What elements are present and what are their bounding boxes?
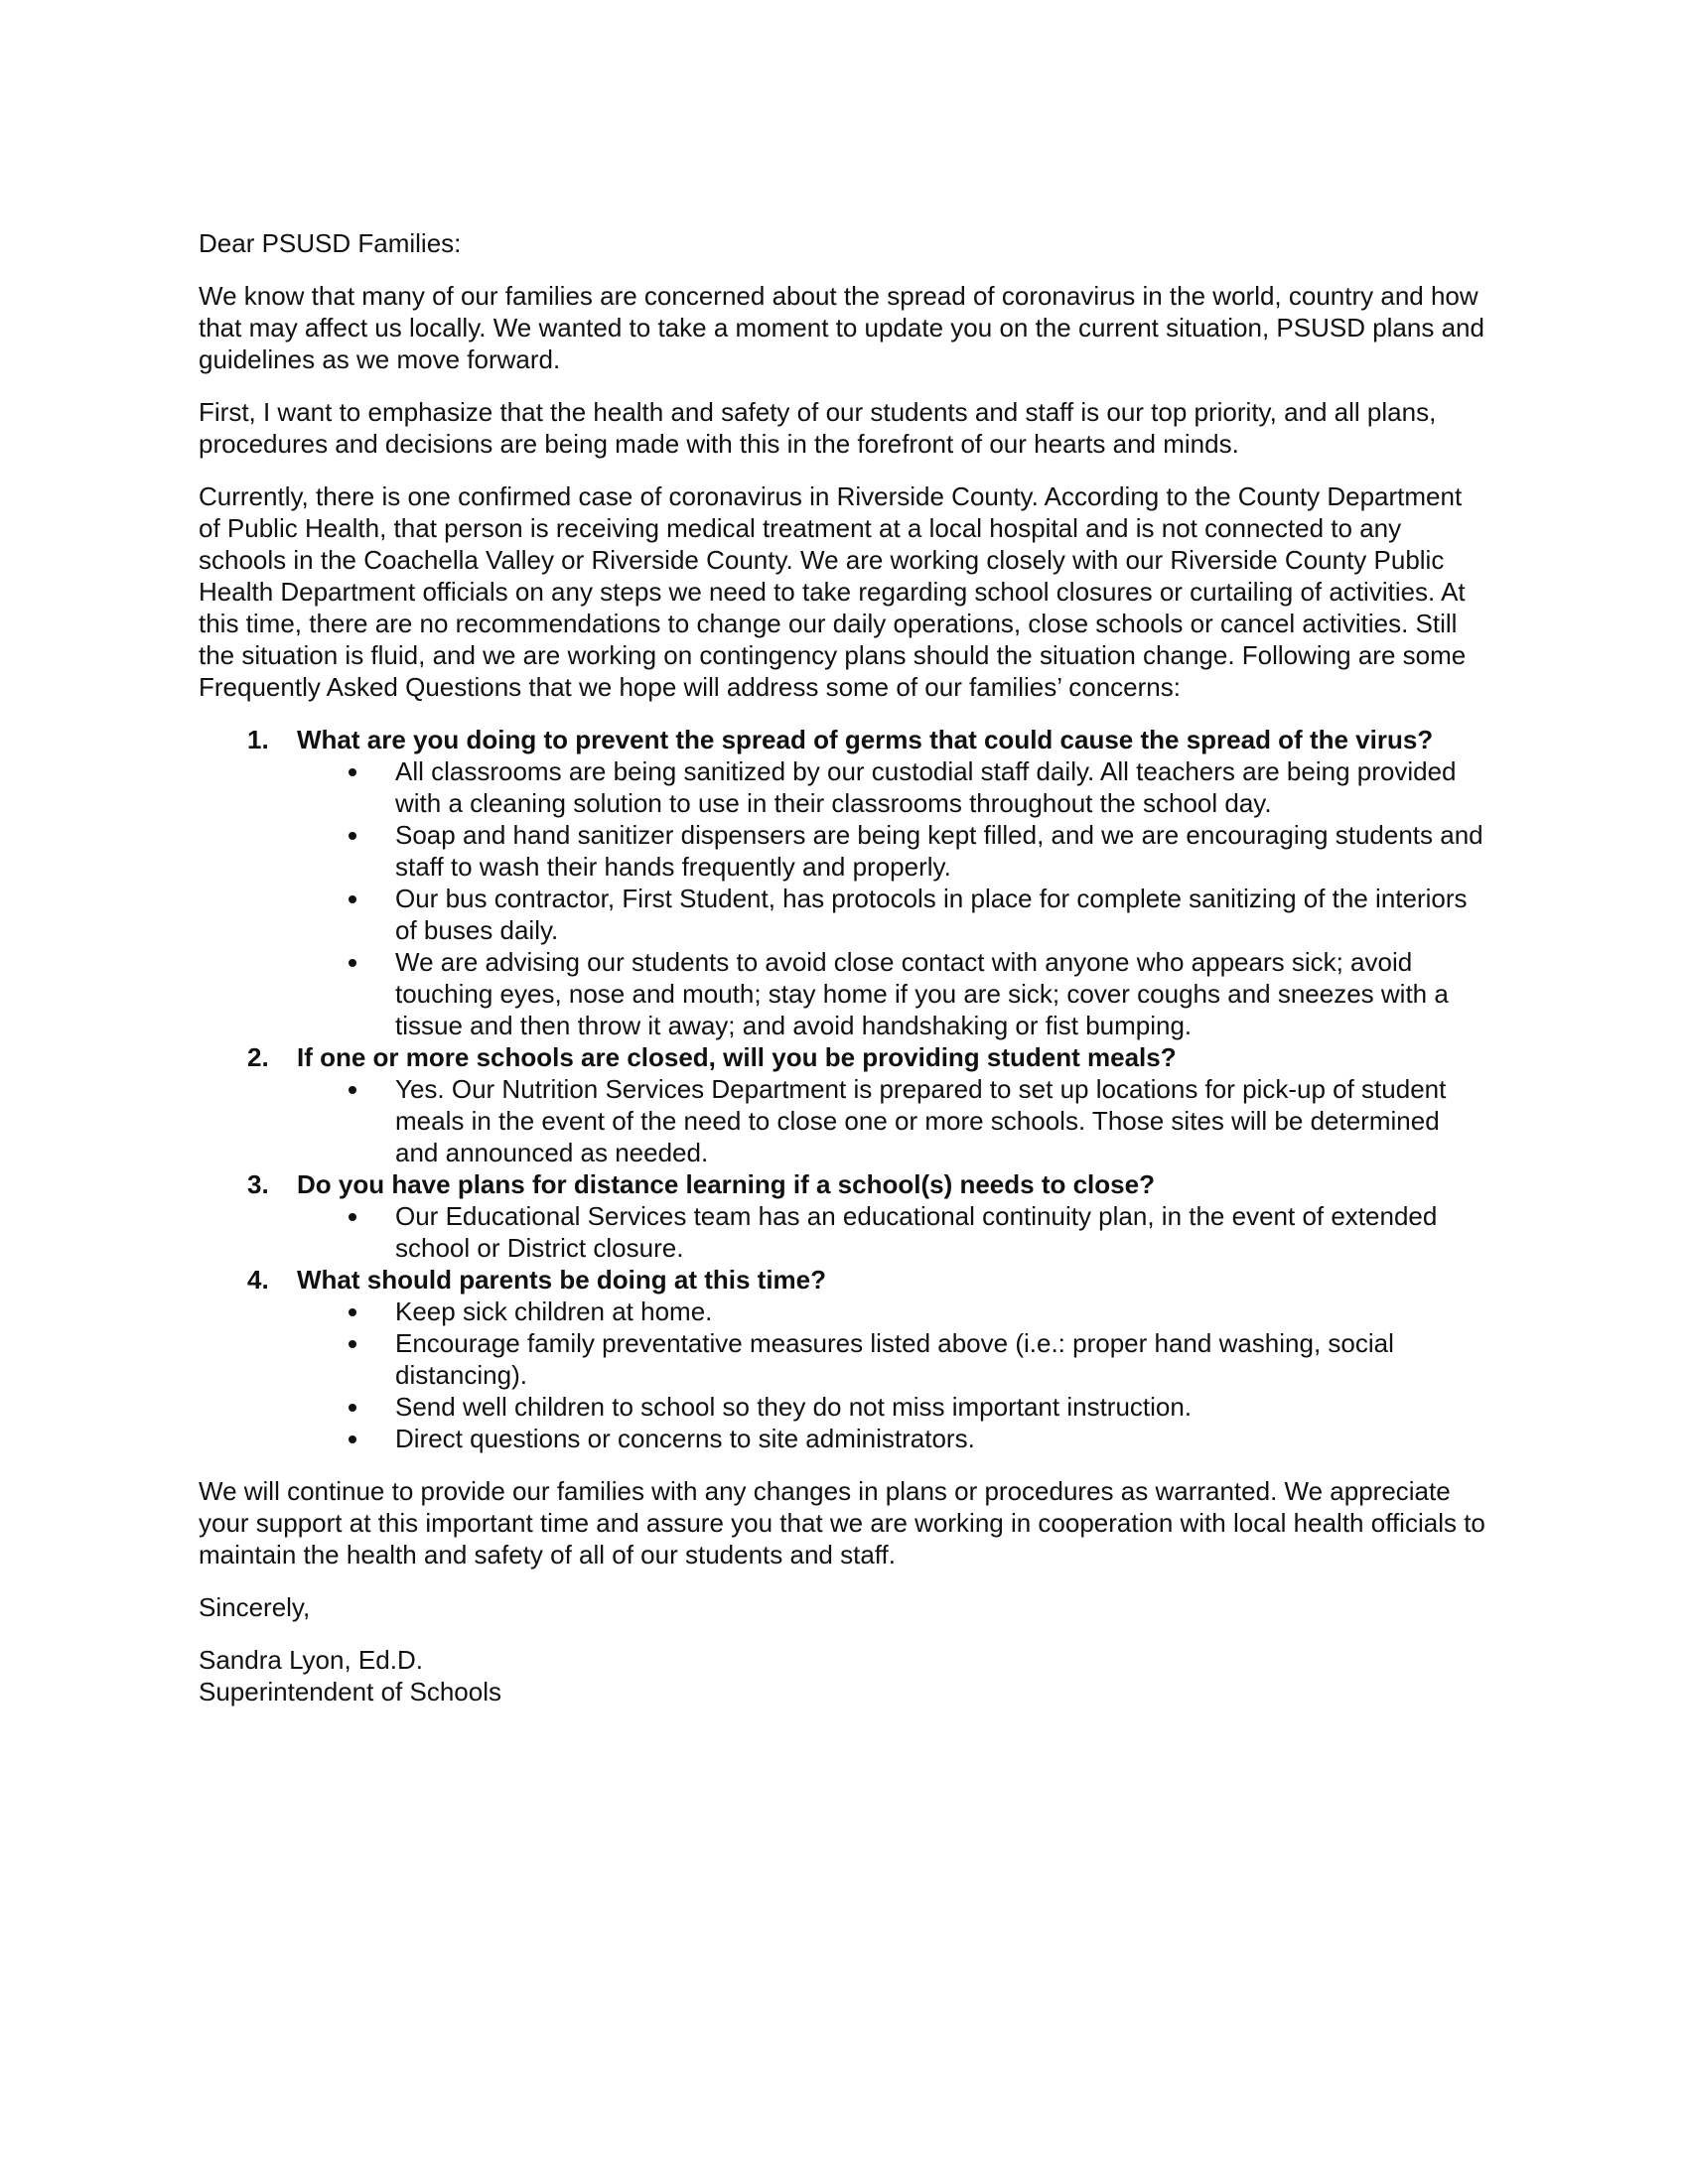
answer-text: Our bus contractor, First Student, has protocols in place for complete sanitizing of the interiors of buses daily.	[395, 884, 1468, 945]
question-number: 3.	[247, 1169, 269, 1199]
answer-item	[297, 1423, 1489, 1454]
intro-paragraph: We know that many of our families are concerned about the spread of coronavirus in the world, country and how that may affect us locally. We wanted to take a moment to update you on the current situation, PSUSD plans and guidelines as we move forward.	[199, 281, 1484, 374]
signature-title: Superintendent of Schools	[199, 1677, 501, 1706]
answer-item	[297, 1296, 1489, 1327]
bullet-icon	[349, 1340, 356, 1348]
answer-text: Direct questions or concerns to site administrators.	[395, 1424, 975, 1453]
bullet-icon	[349, 1404, 356, 1412]
bullet-icon	[349, 959, 356, 967]
question-number: 4.	[247, 1265, 269, 1295]
faq-item	[199, 1041, 1489, 1168]
answer-item	[297, 946, 1489, 1041]
answer-item	[297, 1327, 1489, 1391]
sign-off: Sincerely,	[199, 1592, 311, 1622]
question-number: 1.	[247, 725, 269, 754]
bullet-icon	[349, 832, 356, 840]
bullet-icon	[349, 768, 356, 776]
question-text: Do you have plans for distance learning if a school(s) needs to close?	[297, 1169, 1155, 1199]
answer-list	[297, 755, 1489, 1041]
bullet-icon	[349, 1435, 356, 1443]
faq-item	[199, 1168, 1489, 1264]
answer-list	[297, 1296, 1489, 1454]
answer-list	[297, 1073, 1489, 1168]
answer-text: Our Educational Services team has an educational continuity plan, in the event of extended school or District closure.	[395, 1201, 1438, 1263]
faq-item	[199, 724, 1489, 1041]
answer-text: Soap and hand sanitizer dispensers are being kept filled, and we are encouraging students and staff to wash their hands frequently and properly.	[395, 820, 1483, 882]
answer-text: All classrooms are being sanitized by our custodial staff daily. All teachers are being provided with a cleaning solution to use in their classrooms throughout the school day.	[395, 756, 1457, 818]
answer-item	[297, 755, 1489, 819]
question-text: What should parents be doing at this time?	[297, 1265, 827, 1295]
priority-paragraph: First, I want to emphasize that the health and safety of our students and staff is our top priority, and all plans, procedures and decisions are being made with this in the forefront of our hearts and minds.	[199, 397, 1437, 459]
answer-text: Encourage family preventative measures listed above (i.e.: proper hand washing, social distancing).	[395, 1328, 1394, 1390]
answer-text: We are advising our students to avoid close contact with anyone who appears sick; avoid touching eyes, nose and mouth; stay home if you are sick; cover coughs and sneezes with a tissue and then throw it away; and avoid handshaking or fist bumping.	[395, 947, 1449, 1040]
signature-block	[199, 1644, 1489, 1707]
bullet-icon	[349, 1086, 356, 1094]
answer-item	[297, 1200, 1489, 1264]
faq-list	[199, 724, 1489, 1454]
signature-name: Sandra Lyon, Ed.D.	[199, 1645, 423, 1675]
answer-item	[297, 1391, 1489, 1423]
bullet-icon	[349, 1213, 356, 1221]
letter-body	[199, 227, 1489, 1707]
answer-list	[297, 1200, 1489, 1264]
answer-item	[297, 819, 1489, 883]
answer-item	[297, 1073, 1489, 1168]
answer-text: Keep sick children at home.	[395, 1297, 713, 1326]
bullet-icon	[349, 1308, 356, 1316]
question-number: 2.	[247, 1042, 269, 1072]
bullet-icon	[349, 895, 356, 903]
situation-paragraph: Currently, there is one confirmed case of coronavirus in Riverside County. According to the County Department of Public Health, that person is receiving medical treatment at a local hospital and is not connected to any schools in the Coachella Valley or Riverside County. We are working closely with our Riverside County Public Health Department officials on any steps we need to take regarding school closures or curtailing of activities. At this time, there are no recommendations to change our daily operations, close schools or cancel activities. Still the situation is fluid, and we are working on contingency plans should the situation change. Following are some Frequently Asked Questions that we hope will address some of our families’ concerns:	[199, 481, 1467, 702]
closing-paragraph: We will continue to provide our families with any changes in plans or procedures as warranted. We appreciate your support at this important time and assure you that we are working in cooperation with local health officials to maintain the health and safety of all of our students and staff.	[199, 1476, 1485, 1570]
question-text: What are you doing to prevent the spread of germs that could cause the spread of the virus?	[297, 725, 1434, 754]
question-text: If one or more schools are closed, will you be providing student meals?	[297, 1042, 1177, 1072]
answer-item	[297, 883, 1489, 946]
answer-text: Send well children to school so they do not miss important instruction.	[395, 1392, 1193, 1422]
salutation: Dear PSUSD Families:	[199, 228, 462, 258]
answer-text: Yes. Our Nutrition Services Department is prepared to set up locations for pick-up of student meals in the event of the need to close one or more schools. Those sites will be determined and announced as needed.	[395, 1074, 1447, 1167]
faq-item	[199, 1264, 1489, 1454]
